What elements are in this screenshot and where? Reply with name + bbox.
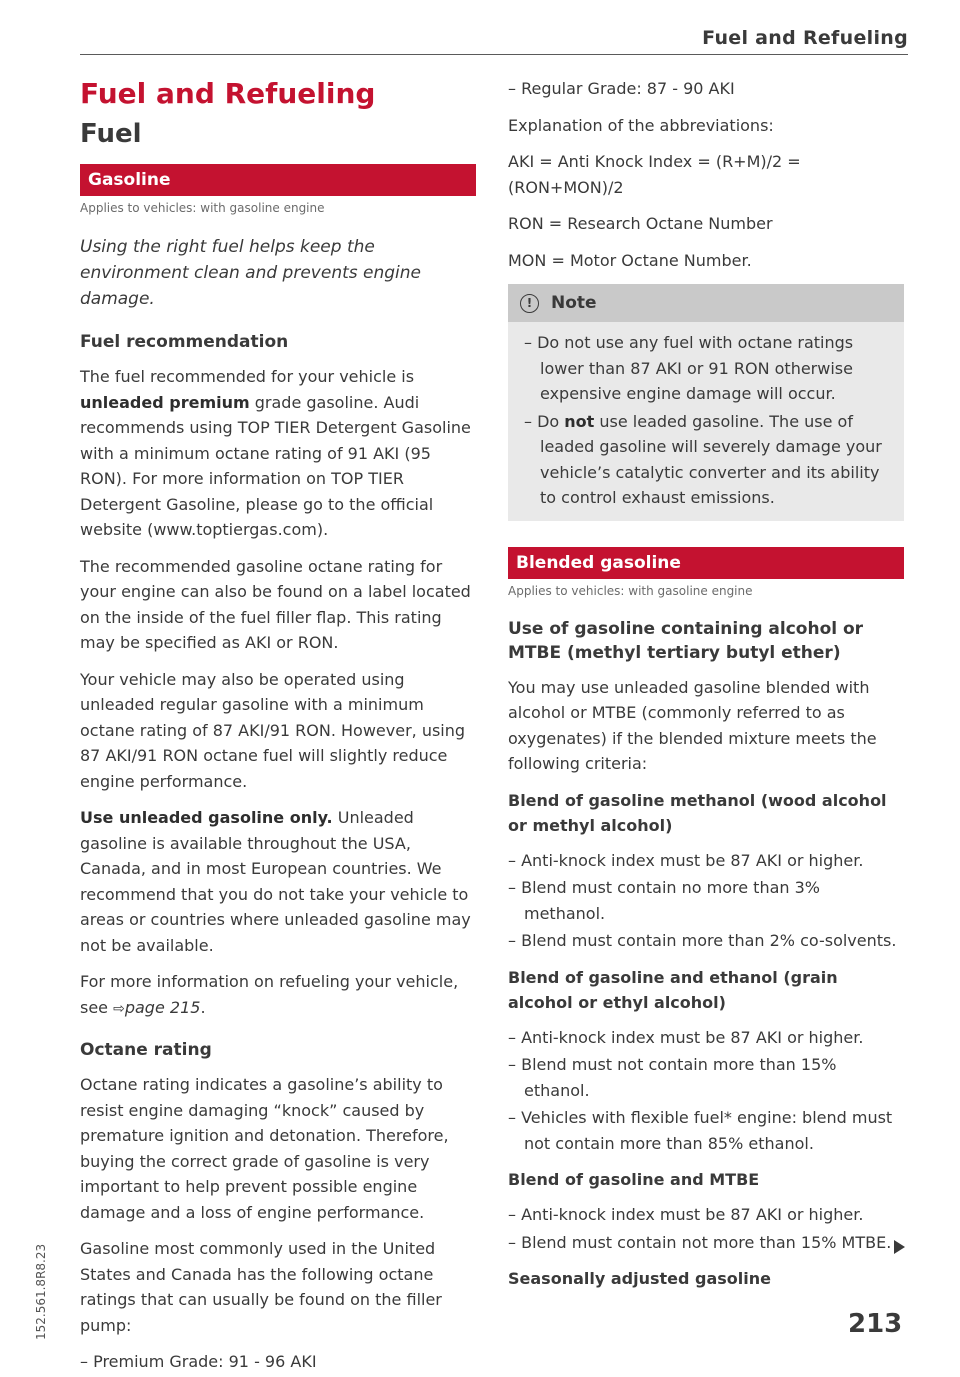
chapter-title: Fuel and Refueling (80, 77, 376, 110)
mtbe-blend-heading: Blend of gasoline and MTBE (508, 1170, 760, 1189)
octane-rating-heading: Octane rating (80, 1040, 212, 1060)
fuel-recommendation-paragraph: The fuel recommended for your vehicle is unleaded premium grade gasoline. Audi recommends using TOP TIER Detergent Gasoline with a minimum octane rating of 91 AKI (95 RON). For more information on TOP TIER Detergent Gasoline, please go to the official website (www.toptiergas.com). (80, 367, 471, 539)
list-item: – Anti-knock index must be 87 AKI or higher. (508, 1205, 864, 1224)
applies-to-note: Applies to vehicles: with gasoline engine (508, 583, 753, 598)
common-gasoline-paragraph: Gasoline most commonly used in the United States and Canada has the following octane ratings that can usually be found on the filler pump: (80, 1239, 442, 1335)
aki-definition: AKI = Anti Knock Index = (R+M)/2 = (RON+MON)/2 (508, 152, 801, 197)
abbreviations-intro: Explanation of the abbreviations: (508, 115, 774, 135)
continue-arrow-icon (894, 1240, 905, 1254)
section-title: Fuel (80, 119, 142, 149)
intro-text: Using the right fuel helps keep the environment clean and prevents engine damage. (80, 237, 421, 309)
ron-definition: RON = Research Octane Number (508, 214, 773, 233)
right-column (508, 76, 904, 1301)
list-item: – Anti-knock index must be 87 AKI or higher. (508, 850, 864, 870)
page-link[interactable]: page 215 (124, 997, 201, 1017)
unleaded-only-paragraph: Use unleaded gasoline only. Unleaded gasoline is available throughout the USA, Canada, and in most European countries. We recommend that you do not take your vehicle to areas or countries where unleaded gasoline may not be available. (80, 808, 471, 955)
page-number: 213 (848, 1309, 903, 1339)
mon-definition: MON = Motor Octane Number. (508, 250, 752, 270)
document-code: 152.561.8R8.23 (34, 1243, 48, 1340)
blended-criteria-paragraph: You may use unleaded gasoline blended with alcohol or MTBE (commonly referred to as oxygenates) if the blended mixture meets the following criteria: (508, 677, 877, 773)
fuel-recommendation-heading: Fuel recommendation (80, 332, 289, 352)
caution-icon: ! (520, 294, 539, 313)
octane-label-paragraph: The recommended gasoline octane rating for your engine can also be found on a label located on the inside of the fuel filler flap. This rating may be specified as AKI or RON. (80, 556, 471, 652)
premium-grade-item: – Premium Grade: 91 - 96 AKI (80, 1352, 317, 1371)
methanol-blend-heading: Blend of gasoline methanol (wood alcohol or methyl alcohol) (508, 790, 887, 835)
note-body (508, 322, 904, 515)
list-item: – Anti-knock index must be 87 AKI or higher. (508, 1027, 864, 1047)
mtbe-list (508, 1202, 904, 1255)
alcohol-mtbe-heading: Use of gasoline containing alcohol or MTBE (methyl tertiary butyl ether) (508, 618, 864, 663)
ethanol-blend-heading: Blend of gasoline and ethanol (grain alcohol or ethyl alcohol) (508, 967, 838, 1012)
arrow-right-icon: ⇨ (113, 1000, 125, 1017)
list-item: – Blend must contain not more than 15% MTBE. (508, 1232, 892, 1252)
list-item: – Vehicles with flexible fuel* engine: blend must not contain more than 85% ethanol. (508, 1108, 893, 1153)
octane-rating-paragraph: Octane rating indicates a gasoline’s ability to resist engine damaging “knock” caused by premature ignition and detonation. Therefore, buying the correct grade of gasoline is very important to help prevent possible engine damage and a loss of engine performance. (80, 1075, 449, 1222)
blended-gasoline-heading-bar: Blended gasoline (508, 547, 904, 579)
seasonal-gasoline-heading: Seasonally adjusted gasoline (508, 1269, 771, 1288)
list-item: – Blend must contain more than 2% co-solvents. (508, 931, 897, 950)
list-item: – Blend must not contain more than 15% ethanol. (508, 1055, 837, 1100)
regular-grade-item: – Regular Grade: 87 - 90 AKI (508, 79, 735, 98)
left-column (80, 76, 476, 1377)
note-header (508, 284, 904, 322)
refueling-reference: For more information on refueling your vehicle, see ⇨page 215. (80, 972, 459, 1017)
applies-to-note: Applies to vehicles: with gasoline engine (80, 201, 325, 215)
methanol-list (508, 848, 904, 954)
note-item: – Do not use leaded gasoline. The use of leaded gasoline will severely damage your vehicle’s catalytic converter and its ability to control exhaust emissions. (524, 411, 882, 507)
regular-gasoline-paragraph: Your vehicle may also be operated using unleaded regular gasoline with a minimum octane rating of 87 AKI/91 RON. However, using 87 AKI/91 RON octane fuel will slightly reduce engine performance. (80, 669, 466, 791)
list-item: – Blend must contain no more than 3% methanol. (508, 878, 821, 923)
page-header (80, 24, 908, 55)
running-title: Fuel and Refueling (702, 27, 908, 49)
note-item: – Do not use any fuel with octane ratings lower than 87 AKI or 91 RON otherwise expensive engine damage will occur. (524, 333, 854, 403)
note-title: Note (551, 293, 597, 313)
ethanol-list (508, 1025, 904, 1157)
gasoline-heading-bar: Gasoline (80, 164, 476, 196)
note-box (508, 284, 904, 521)
